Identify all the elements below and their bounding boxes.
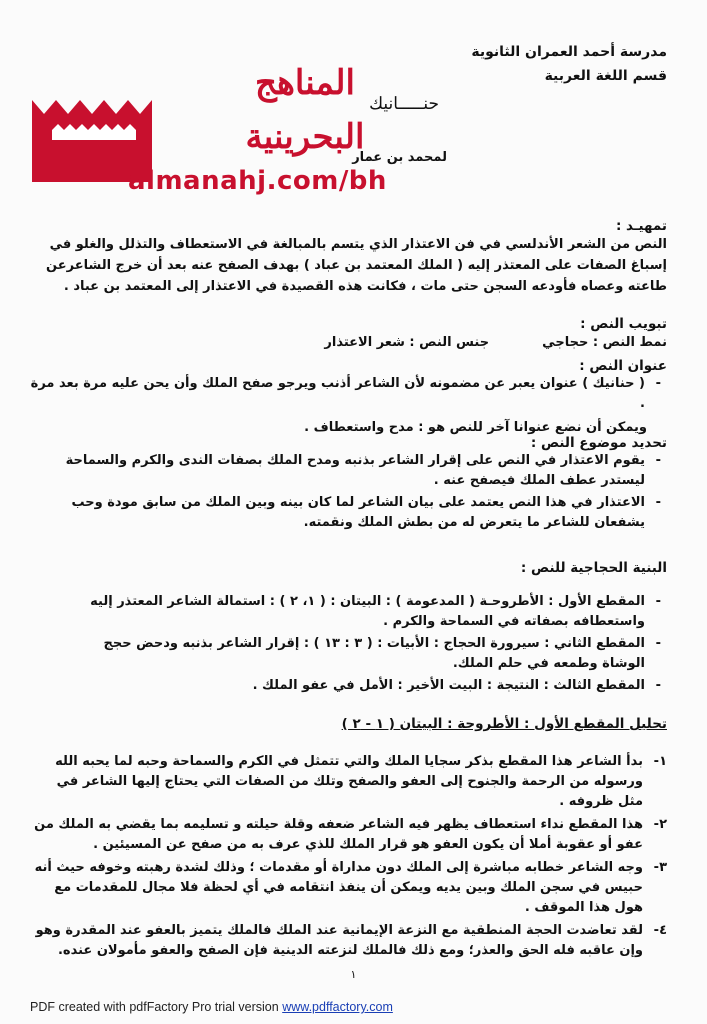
- poem-title: حنـــــانيك: [369, 94, 439, 114]
- classification-heading: تبويب النص :: [580, 316, 667, 332]
- analysis-text: بدأ الشاعر هذا المقطع بذكر سجايا الملك والتي تتمثل في الكرم والسماحة وحبه لما يحبه الله ورسوله من الرحمة والجنوح إلى العفو والصفح وتلك من الصفات التي يحتاج إليها الشاعر في مثل ظروفه .: [55, 754, 643, 809]
- analysis-item: [28, 752, 667, 812]
- topic-item: - الاعتذار في هذا النص يعتمد على بيان الشاعر لما كان بينه وبين الملك من سابق مودة وحب يشفعان للشاعر ما يتعرض له من بطش الملك ونقمته.: [60, 493, 667, 533]
- analysis-text: لقد تعاضدت الحجة المنطقية مع النزعة الإيمانية عند الملك فالملك يتميز بالعفو عند المقدرة وهو وإن عاقبه فله الحق والعذر؛ ومع ذلك فالملك لنزعته الدينية فإن الصفح والعفو مأمولان عنده.: [35, 923, 643, 958]
- title-heading: عنوان النص :: [579, 358, 667, 374]
- structure-item: - المقطع الأول : الأطروحـة ( المدعومة ) : البيتان : ( ١، ٢ ) : استمالة الشاعر المعتذر إليه واستعطافه بصفاته في السماحة والكرم .: [60, 592, 667, 632]
- footer-link[interactable]: www.pdffactory.com: [282, 1000, 393, 1014]
- intro-text: النص من الشعر الأندلسي في فن الاعتذار الذي يتسم بالمبالغة في الاستعطاف والتذلل والغلو في إسباغ الصفات على المعتذر إليه ( الملك المعتمد بن عباد ) بهدف الصفح عنه بعد أن خرج الشاعرعن طاعته وعصاه فأودعه السجن حتى مات ، فكانت هذه القصيدة في الاعتذار إلى المعتمد بن عباد .: [46, 237, 667, 294]
- footer-text: PDF created with pdfFactory Pro trial version: [30, 1000, 279, 1014]
- page-number: ١: [350, 968, 357, 981]
- text-genre: جنس النص : شعر الاعتذار: [324, 335, 490, 350]
- department-name: قسم اللغة العربية: [544, 68, 667, 84]
- title-section: [28, 358, 667, 416]
- analysis-number: ١-: [653, 754, 667, 769]
- text-type: نمط النص : حجاجي: [542, 335, 667, 350]
- watermark-line2: البحرينية: [245, 117, 365, 157]
- topic-section: [60, 435, 667, 535]
- analysis-text: وجه الشاعر خطابه مباشرة إلى الملك دون مداراة أو مقدمات ؛ وذلك لشدة رهبته وخوفه حيث أنه حبيس في سجن الملك وبين يديه ويمكن أن ينفذ انتقامه في أي لحظة فلا مجال للمقدمات مع هول هذا الموقف .: [34, 860, 643, 915]
- topic-item: - يقوم الاعتذار في النص على إقرار الشاعر بذنبه ومدح الملك بصفات الندى والكرم والسماحة ليستدر عطف الملك فيصفح عنه .: [60, 451, 667, 491]
- watermark-line1: المناهج: [255, 63, 355, 103]
- title-item: - ( حنانيك ) عنوان يعبر عن مضمونه لأن الشاعر أذنب ويرجو صفح الملك وأن يحن عليه مرة بعد مرة .: [28, 374, 667, 414]
- analysis-number: ٢-: [653, 817, 667, 832]
- analysis-number: ٤-: [653, 923, 667, 938]
- intro-heading: تمهيـد :: [615, 218, 667, 234]
- analysis-number: ٣-: [653, 860, 667, 875]
- poet-name: لمحمد بن عمار: [352, 150, 447, 165]
- structure-item: - المقطع الثالث : النتيجة : البيت الأخير : الأمل في عفو الملك .: [60, 676, 667, 696]
- school-name: مدرسة أحمد العمران الثانوية: [471, 44, 667, 60]
- classification-section: [28, 316, 667, 353]
- watermark-url: almanahj.com/bh: [128, 166, 387, 196]
- analysis-text: هذا المقطع نداء استعطاف يظهر فيه الشاعر ضعفه وقلة حيلته و تسليمه بما يقضي به الملك من عفو أو عقوبة أملا أن يكون العفو هو قرار الملك للذي عرف به من صفح عن المسيئين .: [34, 817, 643, 852]
- pdf-footer: [30, 1000, 393, 1014]
- intro-section: [28, 218, 667, 297]
- topic-heading: تحديد موضوع النص :: [530, 435, 667, 451]
- alt-title: ويمكن أن نضع عنوانا آخر للنص هو : مدح واستعطاف .: [304, 420, 647, 435]
- analysis-item: [28, 921, 667, 961]
- structure-item: - المقطع الثاني : سيرورة الحجاج : الأبيات : ( ٣ : ١٣ ) : إقرار الشاعر بذنبه ودحض حجج الوشاة وطمعه في حلم الملك.: [60, 634, 667, 674]
- analysis-item: [28, 815, 667, 855]
- analysis-heading: تحليل المقطع الأول : الأطروحة : البيتان ( ١ - ٢ ): [341, 716, 667, 732]
- structure-heading: البنية الحجاجية للنص :: [520, 560, 667, 576]
- school-header: [471, 40, 667, 88]
- classification-row: [28, 332, 667, 353]
- analysis-item: [28, 858, 667, 918]
- structure-section: [60, 560, 667, 698]
- analysis-list: [28, 752, 667, 964]
